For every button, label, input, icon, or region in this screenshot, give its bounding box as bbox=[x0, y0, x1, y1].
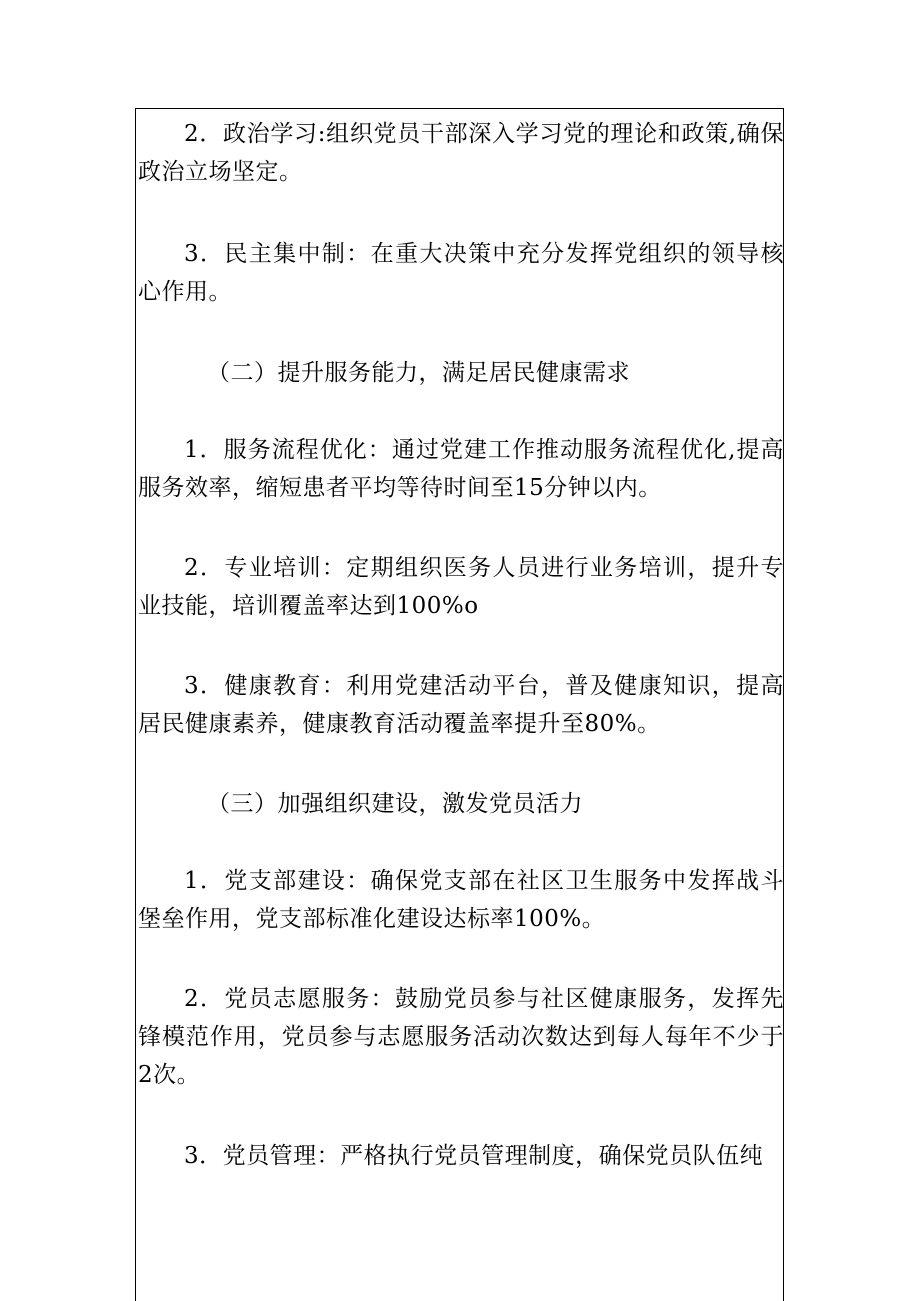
paragraph-health-education: 3．健康教育：利用党建活动平台，普及健康知识，提高居民健康素养，健康教育活动覆盖率提升至80%。 bbox=[138, 673, 784, 737]
paragraph-member-management: 3．党员管理：严格执行党员管理制度，确保党员队伍纯 bbox=[184, 1143, 764, 1169]
paragraph-party-branch: 1．党支部建设：确保党支部在社区卫生服务中发挥战斗堡垒作用，党支部标准化建设达标率100%。 bbox=[138, 868, 784, 932]
paragraph-service-process: 1．服务流程优化：通过党建工作推动服务流程优化,提高服务效率，缩短患者平均等待时间至15分钟以内。 bbox=[138, 437, 784, 501]
paragraph-political-study: 2．政治学习:组织党员干部深入学习党的理论和政策,确保政治立场坚定。 bbox=[138, 121, 784, 185]
section-heading-service-capability: （二）提升服务能力，满足居民健康需求 bbox=[207, 360, 630, 386]
paragraph-volunteer-service: 2．党员志愿服务：鼓励党员参与社区健康服务，发挥先锋模范作用，党员参与志愿服务活动次数达到每人每年不少于2次。 bbox=[138, 986, 784, 1088]
paragraph-democratic-centralism: 3．民主集中制：在重大决策中充分发挥党组织的领导核心作用。 bbox=[138, 241, 784, 305]
section-heading-organization-building: （三）加强组织建设，激发党员活力 bbox=[207, 791, 583, 817]
paragraph-professional-training: 2．专业培训：定期组织医务人员进行业务培训，提升专业技能，培训覆盖率达到100%o bbox=[138, 555, 784, 619]
